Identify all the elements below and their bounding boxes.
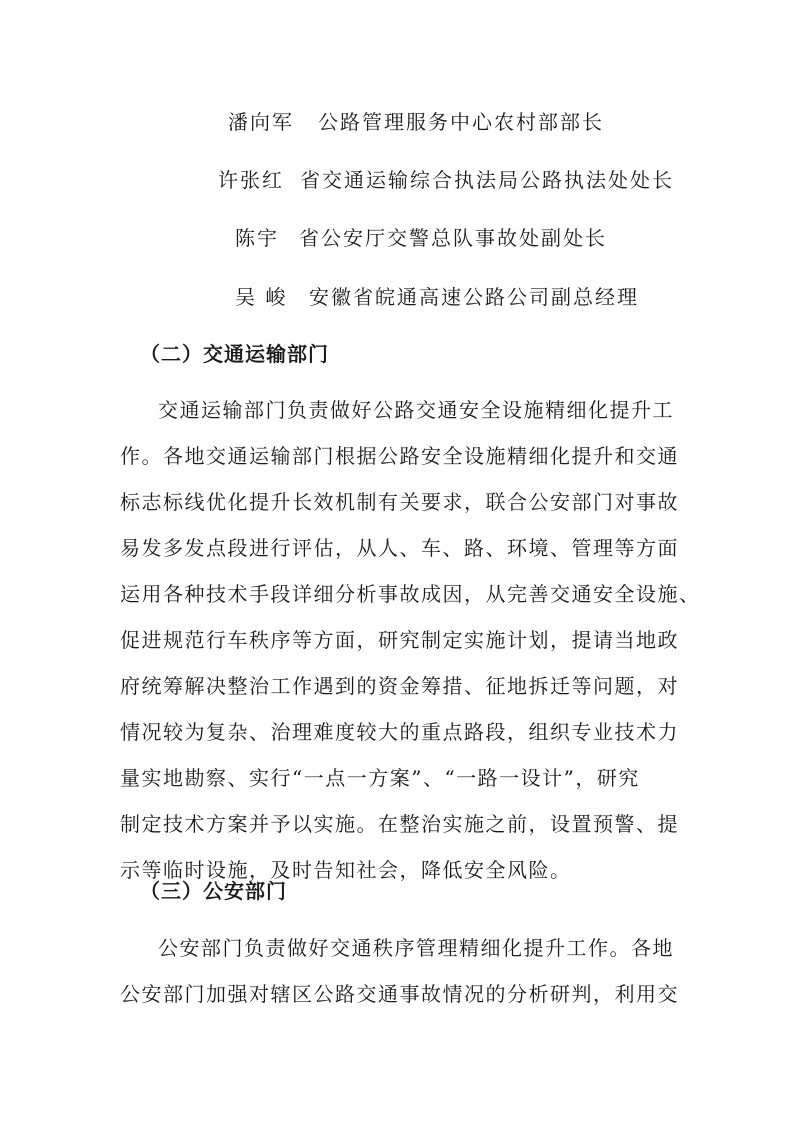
paragraph-line: 制定技术方案并予以实施。在整治实施之前，设置预警、提 (120, 812, 679, 836)
section-paragraph (120, 387, 701, 893)
member-row (228, 108, 604, 136)
member-name: 潘向军 (228, 110, 294, 134)
member-role: 省交通运输综合执法局公路执法处处长 (300, 168, 674, 192)
section-paragraph (120, 925, 680, 1017)
paragraph-line: 易发多发点段进行评估，从人、车、路、环境、管理等方面 (120, 536, 679, 560)
member-role: 安徽省皖通高速公路公司副总经理 (309, 285, 639, 309)
paragraph-line: 示等临时设施，及时告知社会，降低安全风险。 (120, 858, 572, 882)
paragraph-line: 作。各地交通运输部门根据公路安全设施精细化提升和交通 (120, 444, 679, 468)
paragraph-line: 量实地勘察、实行“一点一方案”、“一路一设计”，研究 (120, 766, 640, 790)
member-name: 陈宇 (235, 226, 279, 250)
paragraph-line: 情况较为复杂、治理难度较大的重点路段，组织专业技术力 (120, 720, 679, 744)
member-name: 许张红 (218, 168, 284, 192)
section-heading: （二）交通运输部门 (140, 342, 329, 366)
paragraph-line: 公安部门加强对辖区公路交通事故情况的分析研判，利用交 (120, 982, 679, 1006)
paragraph-line: 促进规范行车秩序等方面，研究制定实施计划，提请当地政 (120, 628, 679, 652)
paragraph-line: 公安部门负责做好交通秩序管理精细化提升工作。各地 (158, 936, 674, 960)
paragraph-line: 交通运输部门负责做好公路交通安全设施精细化提升工 (158, 398, 674, 422)
paragraph-line: 运用各种技术手段详细分析事故成因，从完善交通安全设施、 (120, 582, 701, 606)
member-row (218, 166, 674, 194)
member-row (235, 224, 607, 252)
member-name: 吴 峻 (235, 285, 288, 309)
member-row (235, 283, 639, 311)
paragraph-line: 标志标线优化提升长效机制有关要求，联合公安部门对事故 (120, 490, 679, 514)
member-role: 省公安厅交警总队事故处副处长 (299, 226, 607, 250)
section-heading: （三）公安部门 (140, 879, 287, 903)
paragraph-line: 府统筹解决整治工作遇到的资金筹措、征地拆迁等问题，对 (120, 674, 679, 698)
member-role: 公路管理服务中心农村部部长 (318, 110, 604, 134)
